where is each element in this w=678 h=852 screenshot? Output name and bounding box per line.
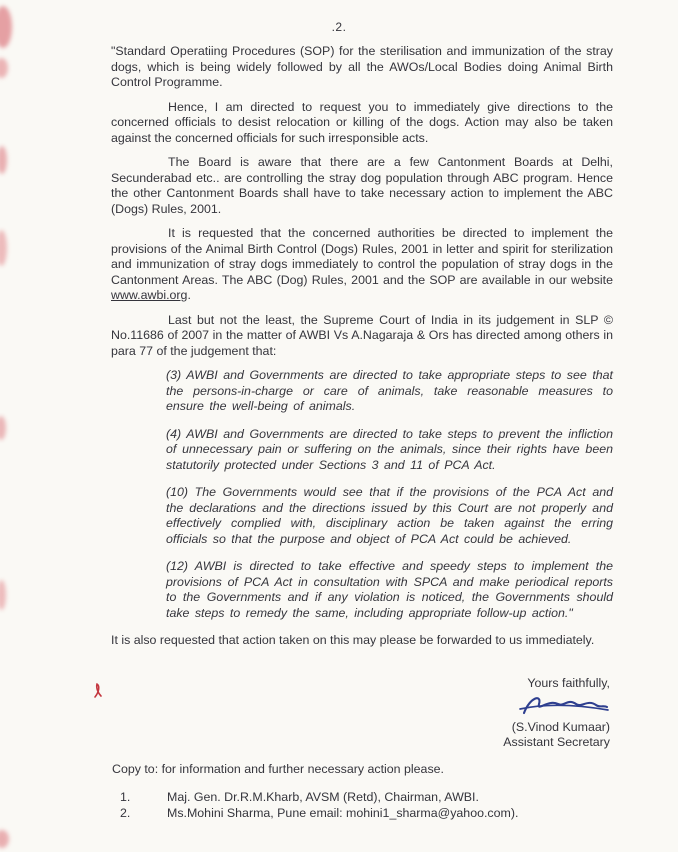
paragraph-directions: Hence, I am directed to request you to immediately give directions to the concerned officials to desist relocation or killing of the dogs. Action may also be taken against the concerned officials for such irresponsible acts. [111,99,613,145]
recipient-text: Ms.Mohini Sharma, Pune email: mohini1_sharma@yahoo.com). [167,806,519,820]
paragraph-cantonment-boards: The Board is aware that there are a few Cantonment Boards at Delhi, Secunderabad etc.. are controlling the stray dog population through ABC program. Hence the other Cantonment Boards shall have to take necessary action to implement the ABC (Dogs) Rules, 2001. [111,155,613,216]
red-pen-mark [92,682,104,700]
paragraph-abc-rules [111,226,613,304]
judgement-quote-3: (3) AWBI and Governments are directed to take appropriate steps to see that the persons-in-charge or care of animals, take reasonable measures to ensure the well-being of animals. [166,368,613,413]
page-number: .2. [331,20,347,34]
handwritten-signature [518,693,610,719]
recipient-row-2 [120,806,518,822]
signature-block [503,676,610,751]
scan-stain [0,6,12,48]
scan-stain [0,146,7,174]
scan-stain [0,580,6,610]
judgement-quote-12: (12) AWBI is directed to take effective and speedy steps to implement the provisions of PCA Act in consultation with SPCA and make periodical reports to the Governments and if any violation is noticed, the Governments should take steps to remedy the same, including appropriate follow-up action." [166,559,613,620]
abc-rules-text-end: . [187,288,191,302]
scan-stain [0,416,6,440]
recipient-text: Maj. Gen. Dr.R.M.Kharb, AVSM (Retd), Chairman, AWBI. [167,789,479,804]
recipient-number: 1. [120,789,131,804]
signatory-title: Assistant Secretary [503,735,610,749]
paragraph-closing: It is also requested that action taken on this may please be forwarded to us immediately. [111,633,595,647]
scan-stain [0,830,9,848]
awbi-website-link: www.awbi.org [111,288,188,302]
scan-stain [0,230,7,266]
abc-rules-text: It is requested that the concerned authorities be directed to implement the provisions of the Animal Birth Control (Dogs) Rules, 2001 in letter and spirit for sterilization and immunization of stray dogs immediately to control the population of stray dogs in the Cantonment Areas. The ABC (Dog) Rules, 2001 and the SOP are available in our website [111,226,613,287]
letter-body [111,44,613,658]
copy-to-block [112,762,518,823]
copy-to-line: Copy to: for information and further necessary action please. [112,762,444,776]
recipient-row-1 [120,790,518,806]
recipient-number: 2. [120,806,131,820]
paragraph-sop: "Standard Operatiing Procedures (SOP) for the sterilisation and immunization of the stray dogs, which is being widely followed by all the AWOs/Local Bodies doing Animal Birth Control Programme. [111,44,613,89]
paragraph-supreme-court: Last but not the least, the Supreme Court of India in its judgement in SLP © No.11686 of 2007 in the matter of AWBI Vs A.Nagaraja & Ors has directed among others in para 77 of the judgement that: [111,312,613,358]
judgement-quote-4: (4) AWBI and Governments are directed to take steps to prevent the infliction of unnecessary pain or suffering on the animals, since their rights have been statutorily protected under Sections 3 and 11 of PCA Act. [166,426,613,472]
signatory-name: (S.Vinod Kumaar) [511,719,610,734]
scan-stain [0,58,8,78]
valediction: Yours faithfully, [527,676,610,690]
judgement-quote-10: (10) The Governments would see that if the provisions of the PCA Act and the declarations and the directions issued by this Court are not properly and effectively complied with, disciplinary action be taken against the erring officials so that the purpose and object of PCA Act could be achieved. [166,485,613,546]
